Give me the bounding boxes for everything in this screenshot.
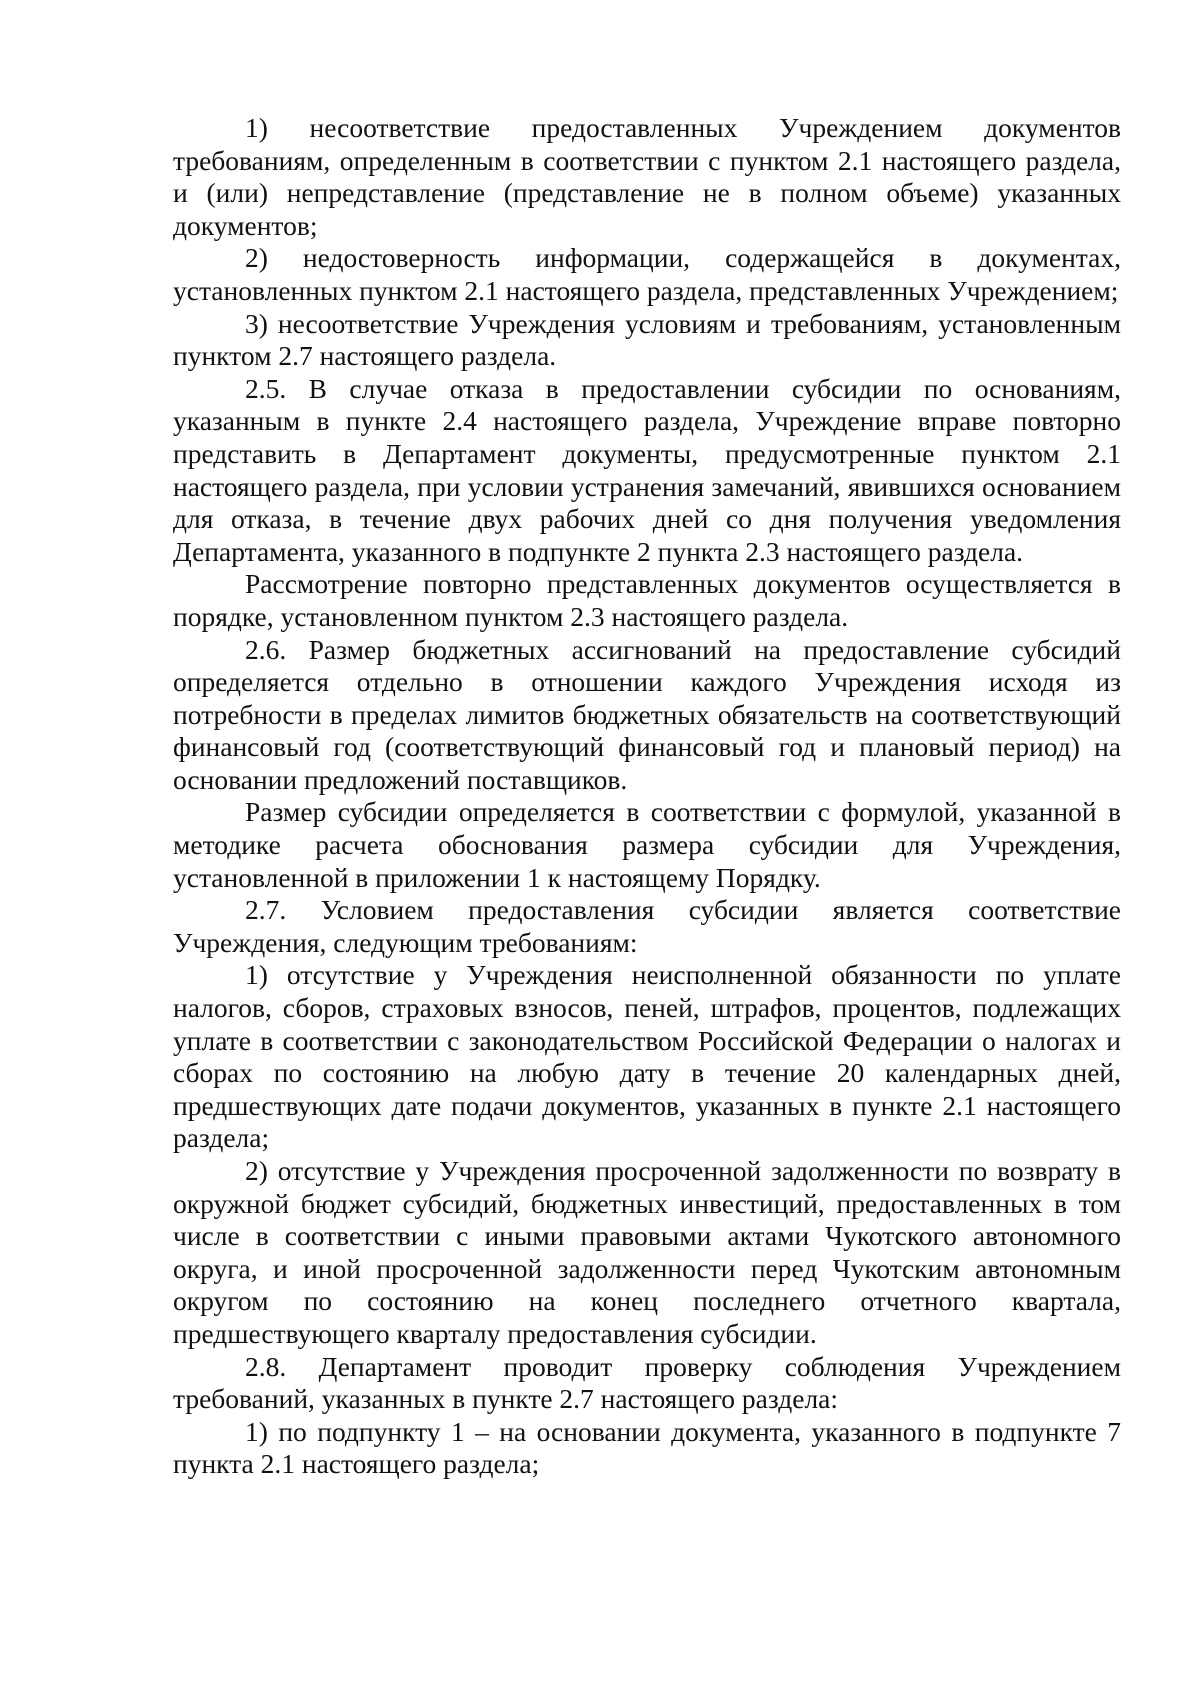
paragraph-7: Размер субсидии определяется в соответствии с формулой, указанной в методике расчета обоснования размера субсидии для Учреждения, установленной в приложении 1 к настоящему Порядку. — [173, 796, 1121, 893]
document-body — [173, 112, 1121, 1481]
paragraph-11: 2.8. Департамент проводит проверку соблюдения Учреждением требований, указанных в пункте 2.7 настоящего раздела: — [173, 1350, 1121, 1415]
paragraph-5: Рассмотрение повторно представленных документов осуществляется в порядке, установленном пунктом 2.3 настоящего раздела. — [173, 568, 1121, 632]
paragraph-12: 1) по подпункту 1 – на основании документа, указанного в подпункте 7 пункта 2.1 настоящего раздела; — [173, 1415, 1121, 1480]
paragraph-6: 2.6. Размер бюджетных ассигнований на предоставление субсидий определяется отдельно в отношении каждого Учреждения исходя из потребности в пределах лимитов бюджетных обязательств на соответствующий финансовый год (соответствующий финансовый год и плановый период) на основании предложений поставщиков. — [173, 633, 1121, 795]
paragraph-8: 2.7. Условием предоставления субсидии является соответствие Учреждения, следующим требованиям: — [173, 894, 1121, 958]
paragraph-4: 2.5. В случае отказа в предоставлении субсидии по основаниям, указанным в пункте 2.4 настоящего раздела, Учреждение вправе повторно представить в Департамент документы, предусмотренные пунктом 2.1 настоящего раздела, при условии устранения замечаний, явившихся основанием для отказа, в течение двух рабочих дней со дня получения уведомления Департамента, указанного в подпункте 2 пункта 2.3 настоящего раздела. — [173, 372, 1121, 567]
paragraph-10: 2) отсутствие у Учреждения просроченной задолженности по возврату в окружной бюджет субсидий, бюджетных инвестиций, предоставленных в том числе в соответствии с иными правовыми актами Чукотского автономного округа, и иной просроченной задолженности перед Чукотским автономным округом по состоянию на конец последнего отчетного квартала, предшествующего кварталу предоставления субсидии. — [173, 1155, 1121, 1349]
paragraph-3: 3) несоответствие Учреждения условиям и требованиям, установленным пунктом 2.7 настоящего раздела. — [173, 307, 1121, 372]
paragraph-2: 2) недостоверность информации, содержащейся в документах, установленных пунктом 2.1 настоящего раздела, представленных Учреждением; — [173, 242, 1121, 306]
paragraph-1: 1) несоответствие предоставленных Учреждением документов требованиям, определенным в соответствии с пунктом 2.1 настоящего раздела, и (или) непредставление (представление не в полном объеме) указанных документов; — [173, 112, 1121, 241]
paragraph-9: 1) отсутствие у Учреждения неисполненной обязанности по уплате налогов, сборов, страховых взносов, пеней, штрафов, процентов, подлежащих уплате в соответствии с законодательством Российской Федерации о налогах и сборах по состоянию на любую дату в течение 20 календарных дней, предшествующих дате подачи документов, указанных в пункте 2.1 настоящего раздела; — [173, 959, 1121, 1154]
